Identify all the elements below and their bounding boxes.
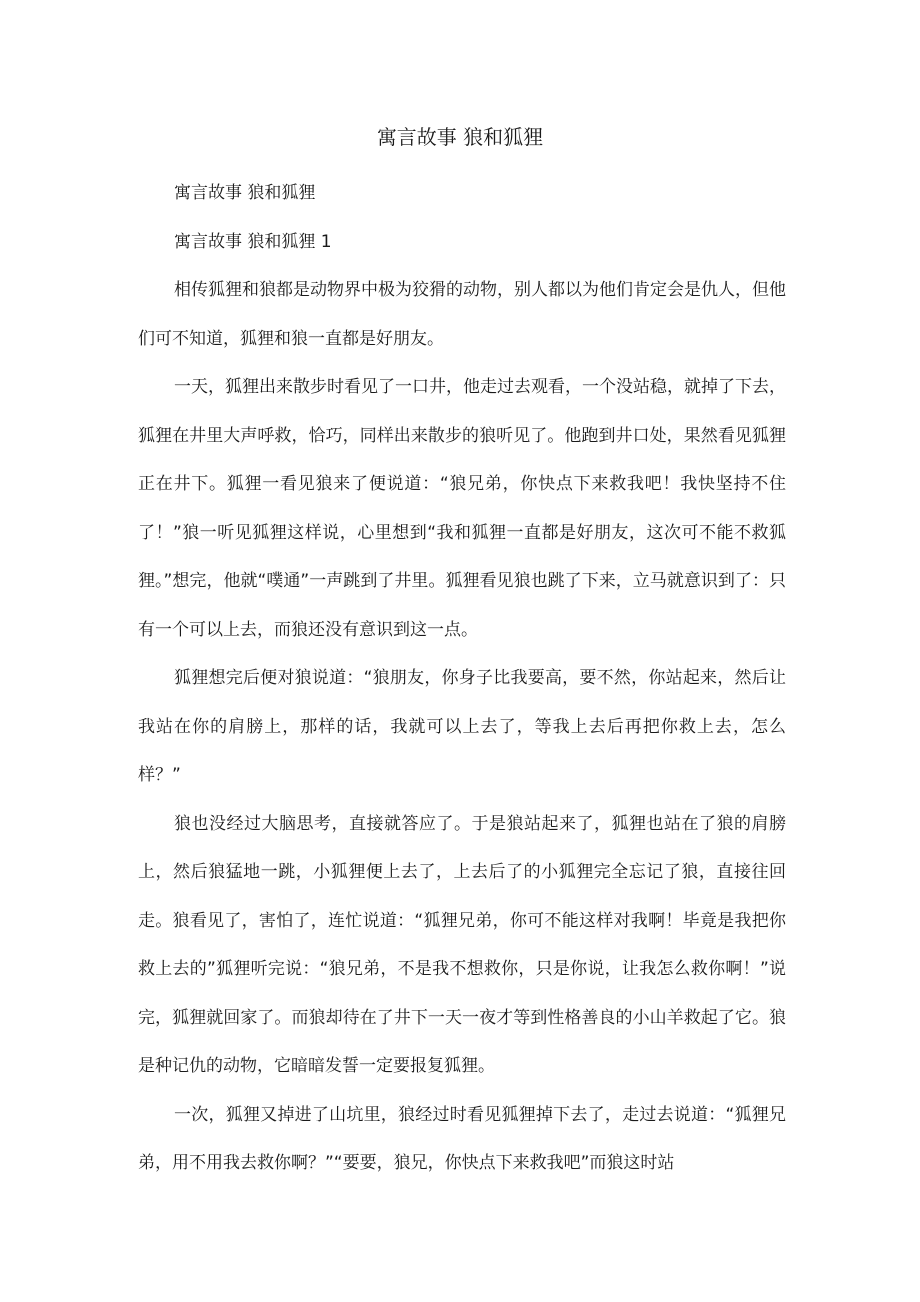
story-paragraph: 狼也没经过大脑思考，直接就答应了。于是狼站起来了，狐狸也站在了狼的肩膀上，然后狼猛地一跳，小狐狸便上去了，上去后了的小狐狸完全忘记了狼，直接往回走。狼看见了，害怕了，连忙说道：“狐狸兄弟，你可不能这样对我啊！毕竟是我把你救上去的”狐狸听完说：“狼兄弟，不是我不想救你，只是你说，让我怎么救你啊！”说完，狐狸就回家了。而狼却待在了井下一天一夜才等到性格善良的小山羊救起了它。狼是种记仇的动物，它暗暗发誓一定要报复狐狸。 xyxy=(138,813,786,1076)
document-title: 寓言故事 狼和狐狸 xyxy=(376,125,544,149)
story-paragraph: 相传狐狸和狼都是动物界中极为狡猾的动物，别人都以为他们肯定会是仇人，但他们可不知道，狐狸和狼一直都是好朋友。 xyxy=(138,280,786,349)
story-paragraph: 一次，狐狸又掉进了山坑里，狼经过时看见狐狸掉下去了，走过去说道：“狐狸兄弟，用不用我去救你啊？”“要要，狼兄，你快点下来救我吧”而狼这时站 xyxy=(138,1104,786,1173)
story-paragraph: 一天，狐狸出来散步时看见了一口井，他走过去观看，一个没站稳，就掉了下去，狐狸在井里大声呼救，恰巧，同样出来散步的狼听见了。他跑到井口处，果然看见狐狸正在井下。狐狸一看见狼来了便说道：“狼兄弟，你快点下来救我吧！我快坚持不住了！”狼一听见狐狸这样说，心里想到“我和狐狸一直都是好朋友，这次可不能不救狐狸。”想完，他就“噗通”一声跳到了井里。狐狸看见狼也跳了下来，立马就意识到了：只有一个可以上去，而狼还没有意识到这一点。 xyxy=(138,377,786,640)
document-body xyxy=(138,169,786,1188)
section-heading-paragraph: 寓言故事 狼和狐狸 1 xyxy=(174,231,332,252)
subtitle-paragraph: 寓言故事 狼和狐狸 xyxy=(174,183,316,203)
story-paragraph: 狐狸想完后便对狼说道：“狼朋友，你身子比我要高，要不然，你站起来，然后让我站在你的肩膀上，那样的话，我就可以上去了，等我上去后再把你救上去，怎么样？” xyxy=(138,668,786,785)
